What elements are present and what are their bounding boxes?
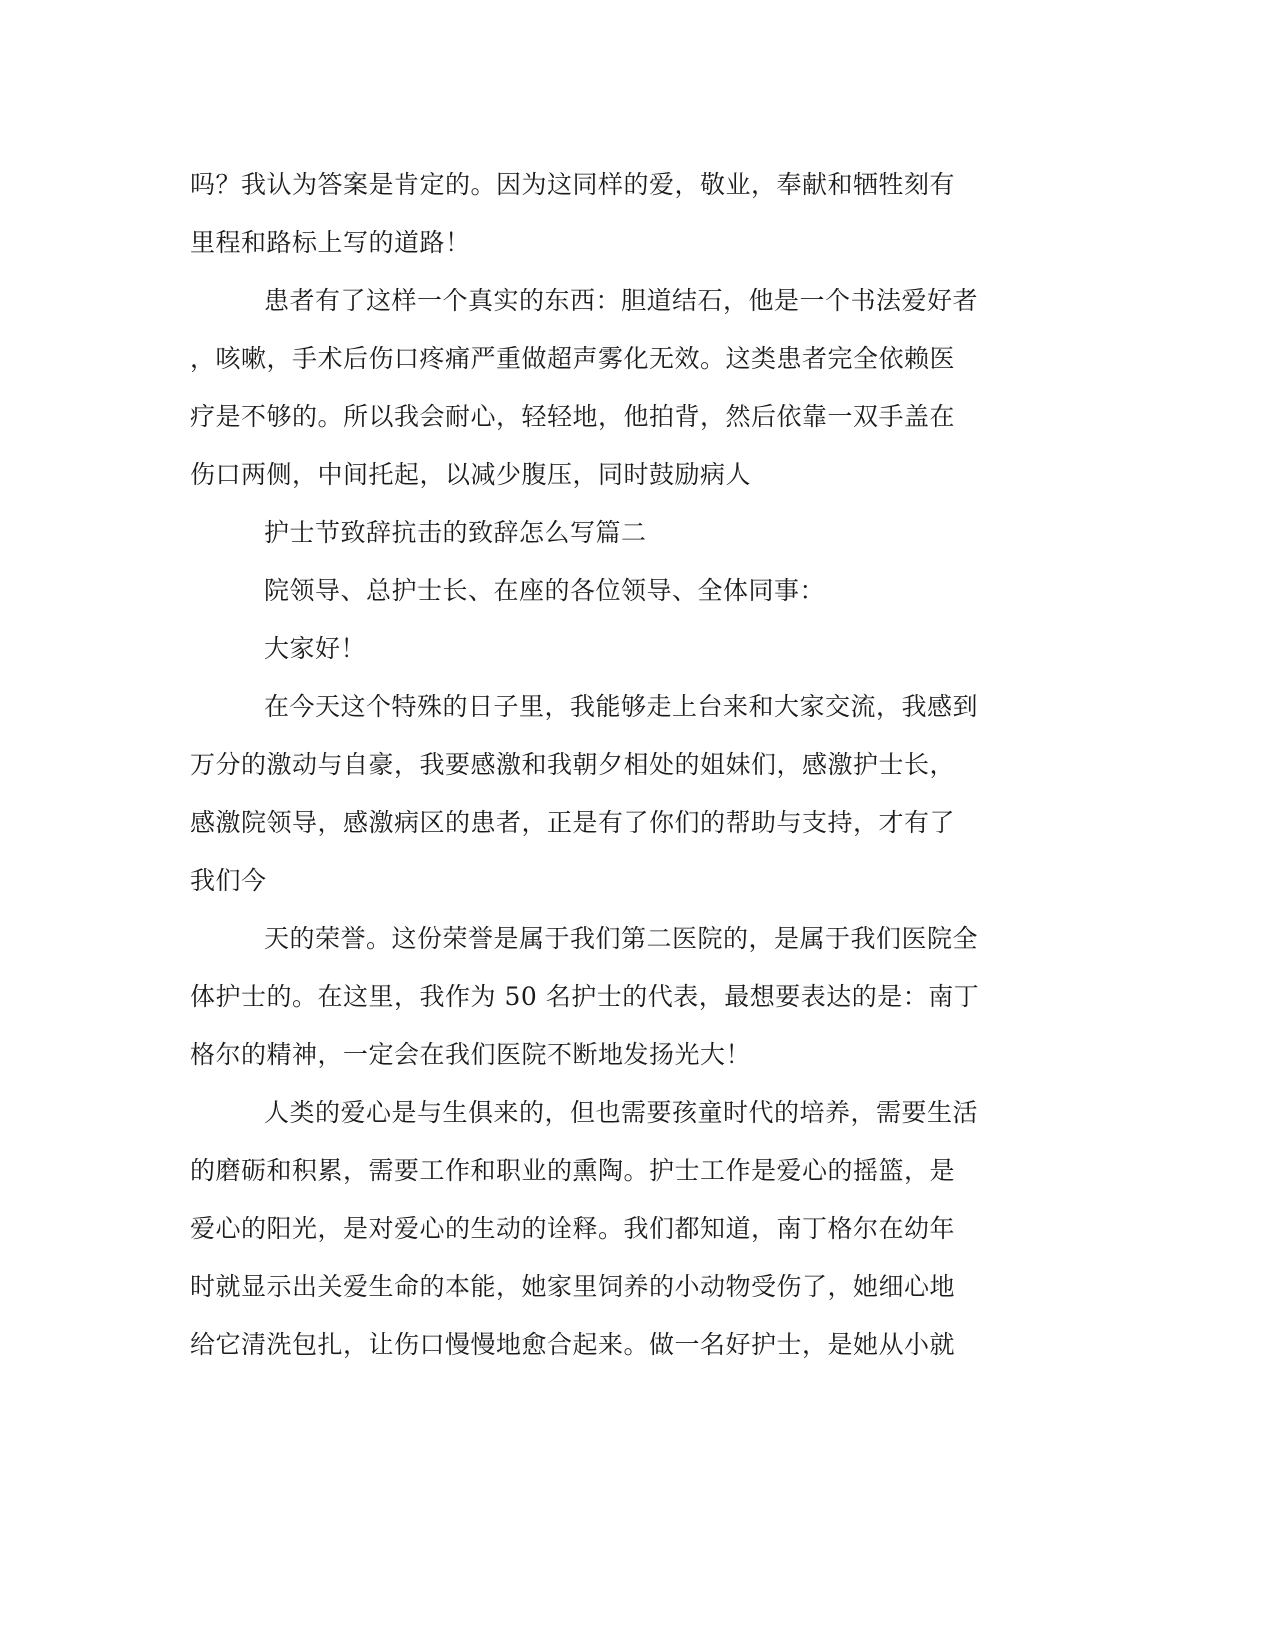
paragraph-first-line: 患者有了这样一个真实的东西：胆道结石，他是一个书法爱好者: [264, 286, 979, 315]
text-line: 疗是不够的。所以我会耐心，轻轻地，他拍背，然后依靠一双手盖在: [190, 402, 956, 431]
section-heading: 护士节致辞抗击的致辞怎么写篇二: [264, 518, 647, 547]
text-line: 爱心的阳光，是对爱心的生动的诠释。我们都知道，南丁格尔在幼年: [190, 1214, 956, 1243]
text-line: 感激院领导，感激病区的患者，正是有了你们的帮助与支持，才有了: [190, 808, 956, 837]
greeting: 大家好！: [264, 634, 367, 663]
text-line: 时就显示出关爱生命的本能，她家里饲养的小动物受伤了，她细心地: [190, 1272, 956, 1301]
paragraph-first-line: 天的荣誉。这份荣誉是属于我们第二医院的，是属于我们医院全: [264, 924, 979, 953]
text-line: 我们今: [190, 866, 267, 895]
text-line: 体护士的。在这里，我作为 50 名护士的代表，最想要表达的是：南丁: [190, 982, 980, 1011]
paragraph-first-line: 在今天这个特殊的日子里，我能够走上台来和大家交流，我感到: [264, 692, 979, 721]
text-line: 的磨砺和积累，需要工作和职业的熏陶。护士工作是爱心的摇篮，是: [190, 1156, 956, 1185]
text-line: 格尔的精神，一定会在我们医院不断地发扬光大！: [190, 1040, 752, 1069]
text-line: 给它清洗包扎，让伤口慢慢地愈合起来。做一名好护士，是她从小就: [190, 1330, 956, 1359]
text-line: 吗？我认为答案是肯定的。因为这同样的爱，敬业，奉献和牺牲刻有: [190, 170, 956, 199]
salutation: 院领导、总护士长、在座的各位领导、全体同事：: [264, 576, 826, 605]
paragraph-first-line: 人类的爱心是与生俱来的，但也需要孩童时代的培养，需要生活: [264, 1098, 979, 1127]
text-line: 里程和路标上写的道路！: [190, 228, 471, 257]
text-line: 万分的激动与自豪，我要感激和我朝夕相处的姐妹们，感激护士长，: [190, 750, 956, 779]
text-line: 伤口两侧，中间托起，以减少腹压，同时鼓励病人: [190, 460, 752, 489]
text-line: ，咳嗽，手术后伤口疼痛严重做超声雾化无效。这类患者完全依赖医: [190, 344, 956, 373]
